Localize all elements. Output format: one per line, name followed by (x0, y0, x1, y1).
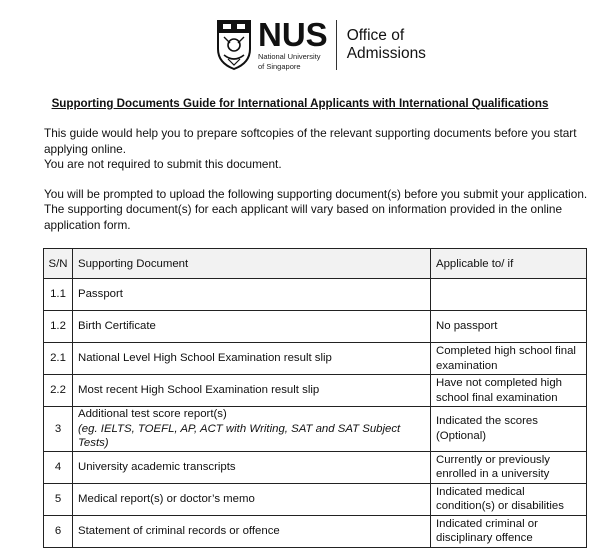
documents-table (43, 248, 587, 548)
row-sn: 1.2 (44, 311, 73, 343)
row-applicable: No passport (431, 311, 587, 343)
office-line1: Office of (346, 27, 405, 44)
header-divider (336, 20, 337, 70)
row-document: University academic transcripts (73, 451, 431, 483)
intro-line5: The supporting document(s) for each applicant will vary based on information provided in the online (44, 202, 563, 216)
row-applicable: Have not completed high school final examination (431, 375, 587, 407)
nus-crest-icon (216, 19, 252, 71)
office-title (347, 27, 426, 63)
intro-paragraph-1 (44, 126, 589, 157)
row-document: Passport (73, 279, 431, 311)
document-title: Supporting Documents Guide for International Applicants with International Qualifications (51, 97, 549, 110)
row-applicable: Currently or previously enrolled in a university (431, 451, 587, 483)
row-sn: 2.1 (44, 343, 73, 375)
row-sn: 1.1 (44, 279, 73, 311)
table-row (44, 375, 587, 407)
intro-line1: This guide would help you to prepare softcopies of the relevant supporting documents before you start (44, 126, 577, 140)
nus-wordmark (258, 16, 328, 71)
table-row (44, 483, 587, 515)
row-document: Medical report(s) or doctor’s memo (73, 483, 431, 515)
row-document-cell (73, 407, 431, 452)
intro-line6: application form. (44, 217, 131, 232)
table-row (44, 311, 587, 343)
row-applicable: Completed high school final examination (431, 343, 587, 375)
nus-header (216, 14, 426, 76)
row-document: Most recent High School Examination result slip (73, 375, 431, 407)
row-document: National Level High School Examination result slip (73, 343, 431, 375)
nus-sub-line2: of Singapore (258, 62, 301, 71)
intro-line3: You are not required to submit this document. (44, 157, 282, 171)
table-row (44, 279, 587, 311)
row-sn: 6 (44, 515, 73, 547)
nus-logo-text: NUS (258, 16, 328, 53)
header-document: Supporting Document (73, 249, 431, 279)
row-document-examples: (eg. IELTS, TOEFL, AP, ACT with Writing, SAT and SAT Subject Tests) (78, 422, 401, 449)
intro-paragraph-2 (44, 202, 584, 233)
row-document: Statement of criminal records or offence (73, 515, 431, 547)
row-document: Additional test score report(s) (78, 408, 227, 420)
header-sn: S/N (44, 249, 73, 279)
row-sn: 3 (44, 407, 73, 452)
row-applicable: Indicated medical condition(s) or disabilities (431, 483, 587, 515)
header-applicable: Applicable to/ if (431, 249, 587, 279)
intro-line2: applying online. (44, 141, 126, 156)
table-row (44, 343, 587, 375)
office-line2: Admissions (346, 45, 426, 62)
row-sn: 2.2 (44, 375, 73, 407)
row-applicable (431, 279, 587, 311)
table-row (44, 515, 587, 547)
table-row (44, 451, 587, 483)
row-sn: 5 (44, 483, 73, 515)
table-row (44, 407, 587, 452)
row-applicable: Indicated criminal or disciplinary offence (431, 515, 587, 547)
row-sn: 4 (44, 451, 73, 483)
nus-sub-line1: National University (258, 52, 321, 61)
table-header-row (44, 249, 587, 279)
row-applicable: Indicated the scores (Optional) (431, 407, 587, 452)
row-document: Birth Certificate (73, 311, 431, 343)
intro-line4: You will be prompted to upload the following supporting document(s) before you submit your application. (44, 187, 588, 201)
